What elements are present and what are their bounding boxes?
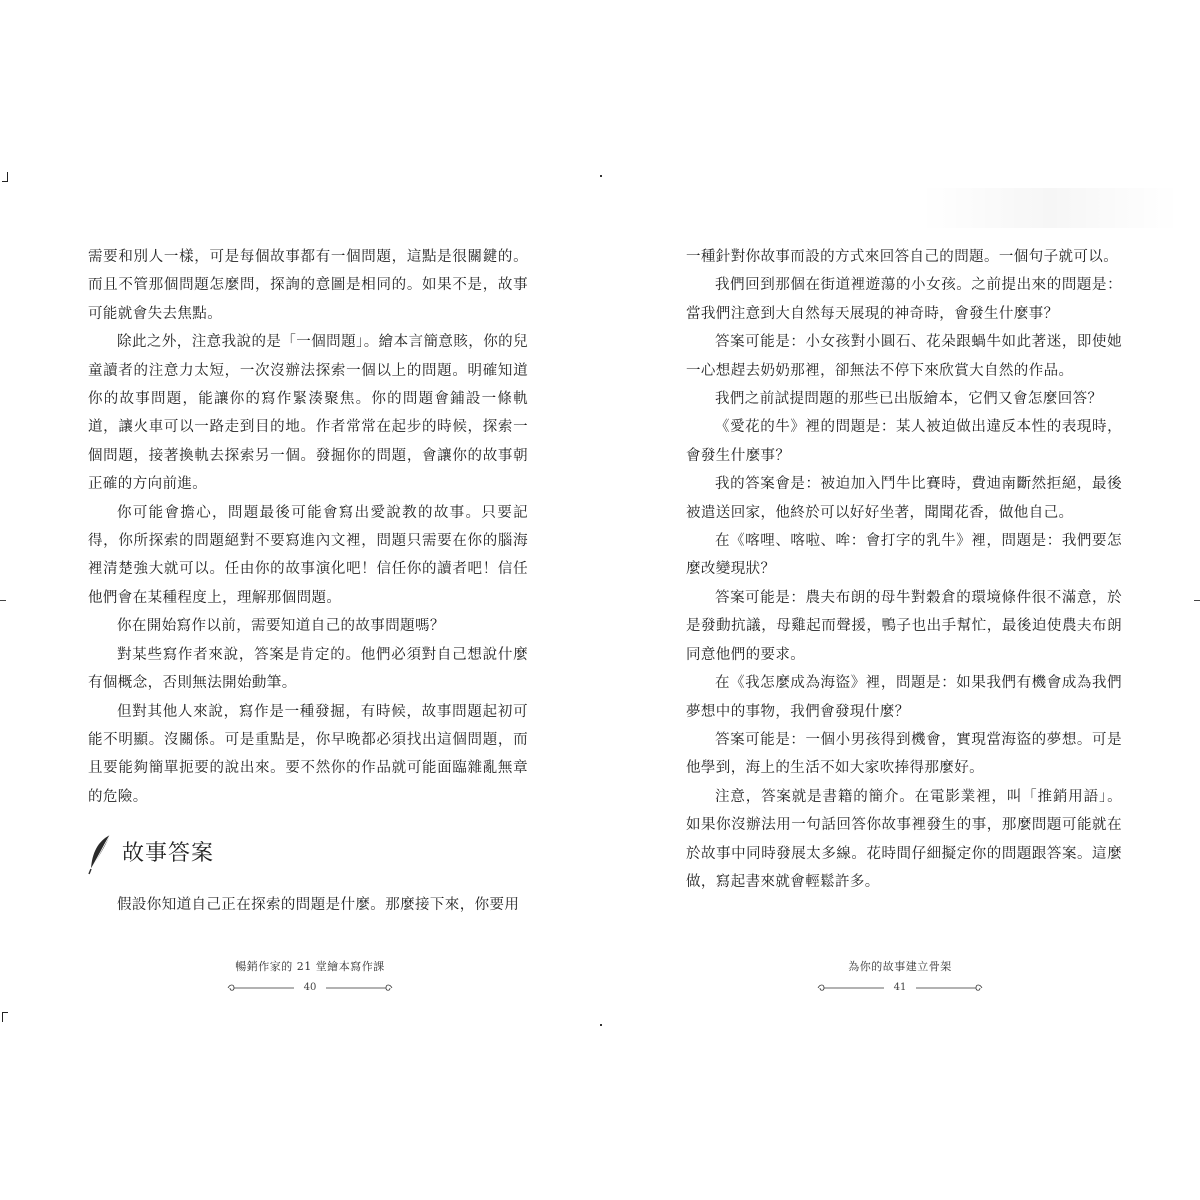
running-title: 暢銷作家的 21 堂繪本寫作課 <box>235 960 385 973</box>
crop-mark-top-left <box>2 172 8 182</box>
registration-dot-bottom <box>600 1024 602 1026</box>
left-paragraph-2: 除此之外，注意我說的是「一個問題」。繪本言簡意賅，你的兒童讀者的注意力太短，一次沒辦法探索一個以上的問題。明確知道你的故事問題，能讓你的寫作緊湊聚焦。你的問題會鋪設一條軌道，讓火車可以一路走到目的地。作者常常在起步的時候，探索一個問題，接著換軌去探索另一個。發掘你的問題，會讓你的故事朝正確的方向前進。 <box>88 334 528 493</box>
right-paragraph-11: 注意，答案就是書籍的簡介。在電影業裡，叫「推銷用語」。如果你沒辦法用一句話回答你故事裡發生的事，那麼問題可能就在於故事中同時發展太多線。花時間仔細擬定你的問題跟答案。這麼做，寫起書來就會輕鬆許多。 <box>686 788 1122 890</box>
flourish-ornament-icon <box>916 983 986 993</box>
page-number-rule <box>790 982 1010 993</box>
registration-dot-top <box>600 175 602 177</box>
flourish-ornament-icon <box>326 983 396 993</box>
left-paragraph-1: 需要和別人一樣，可是每個故事都有一個問題，這點是很關鍵的。而且不管那個問題怎麼問，探詢的意圖是相同的。如果不是，故事可能就會失去焦點。 <box>88 249 528 322</box>
section-heading <box>88 825 528 883</box>
left-paragraph-after-heading: 假設你知道自己正在探索的問題是什麼。那麼接下來，你要用 <box>117 897 520 914</box>
faint-header-smudge <box>920 188 1180 228</box>
right-page-footer <box>790 958 1010 993</box>
left-paragraph-3: 你可能會擔心，問題最後可能會寫出愛說教的故事。只要記得，你所探索的問題絕對不要寫進內文裡，問題只需要在你的腦海裡清楚強大就可以。任由你的故事演化吧！信任你的讀者吧！信任他們會在某種程度上，理解那個問題。 <box>88 504 528 606</box>
left-body <box>88 243 528 920</box>
left-paragraph-5: 對某些寫作者來說，答案是肯定的。他們必須對自己想說什麼有個概念，否則無法開始動筆。 <box>88 646 528 692</box>
right-paragraph-2: 我們回到那個在街道裡遊蕩的小女孩。之前提出來的問題是：當我們注意到大自然每天展現的神奇時，會發生什麼事？ <box>686 277 1122 322</box>
flourish-ornament-icon <box>814 983 884 993</box>
right-paragraph-9: 在《我怎麼成為海盜》裡，問題是：如果我們有機會成為我們夢想中的事物，我們會發現什麼？ <box>686 675 1122 720</box>
right-paragraph-7: 在《喀哩、喀啦、哞：會打字的乳牛》裡，問題是：我們要怎麼改變現狀？ <box>686 533 1122 578</box>
right-body <box>686 243 1122 896</box>
page-number: 41 <box>893 982 907 993</box>
left-page-footer <box>200 958 420 993</box>
right-paragraph-3: 答案可能是：小女孩對小圓石、花朵跟蝸牛如此著迷，即使她一心想趕去奶奶那裡，卻無法不停下來欣賞大自然的作品。 <box>686 334 1122 379</box>
right-paragraph-6: 我的答案會是：被迫加入鬥牛比賽時，費迪南斷然拒絕，最後被遣送回家，他終於可以好好坐著，聞聞花香，做他自己。 <box>686 476 1122 521</box>
section-title: 故事答案 <box>122 840 215 866</box>
registration-tick-left <box>0 600 6 601</box>
right-paragraph-5: 《愛花的牛》裡的問題是：某人被迫做出違反本性的表現時，會發生什麼事？ <box>686 419 1122 464</box>
running-title: 為你的故事建立骨架 <box>848 960 952 973</box>
right-page <box>600 0 1200 1200</box>
right-paragraph-8: 答案可能是：農夫布朗的母牛對穀倉的環境條件很不滿意，於是發動抗議，母雞起而聲援，鴨子也出手幫忙，最後迫使農夫布朗同意他們的要求。 <box>686 589 1122 663</box>
quill-feather-icon <box>88 833 114 875</box>
page-number-rule <box>200 982 420 993</box>
right-paragraph-10: 答案可能是：一個小男孩得到機會，實現當海盜的夢想。可是他學到，海上的生活不如大家吹捧得那麼好。 <box>686 731 1122 777</box>
right-paragraph-4: 我們之前試提問題的那些已出版繪本，它們又會怎麼回答？ <box>715 391 1103 408</box>
flourish-ornament-icon <box>224 983 294 993</box>
registration-tick-right <box>1194 600 1200 601</box>
crop-mark-bottom-left <box>2 1012 8 1022</box>
right-paragraph-1: 一種針對你故事而設的方式來回答自己的問題。一個句子就可以。 <box>686 249 1119 265</box>
page-number: 40 <box>303 982 317 993</box>
left-paragraph-4: 你在開始寫作以前，需要知道自己的故事問題嗎？ <box>117 618 445 635</box>
left-paragraph-6: 但對其他人來說，寫作是一種發掘，有時候，故事問題起初可能不明顯。沒關係。可是重點是，你早晚都必須找出這個問題，而且要能夠簡單扼要的說出來。要不然你的作品就可能面臨雜亂無章的危險。 <box>88 703 528 805</box>
